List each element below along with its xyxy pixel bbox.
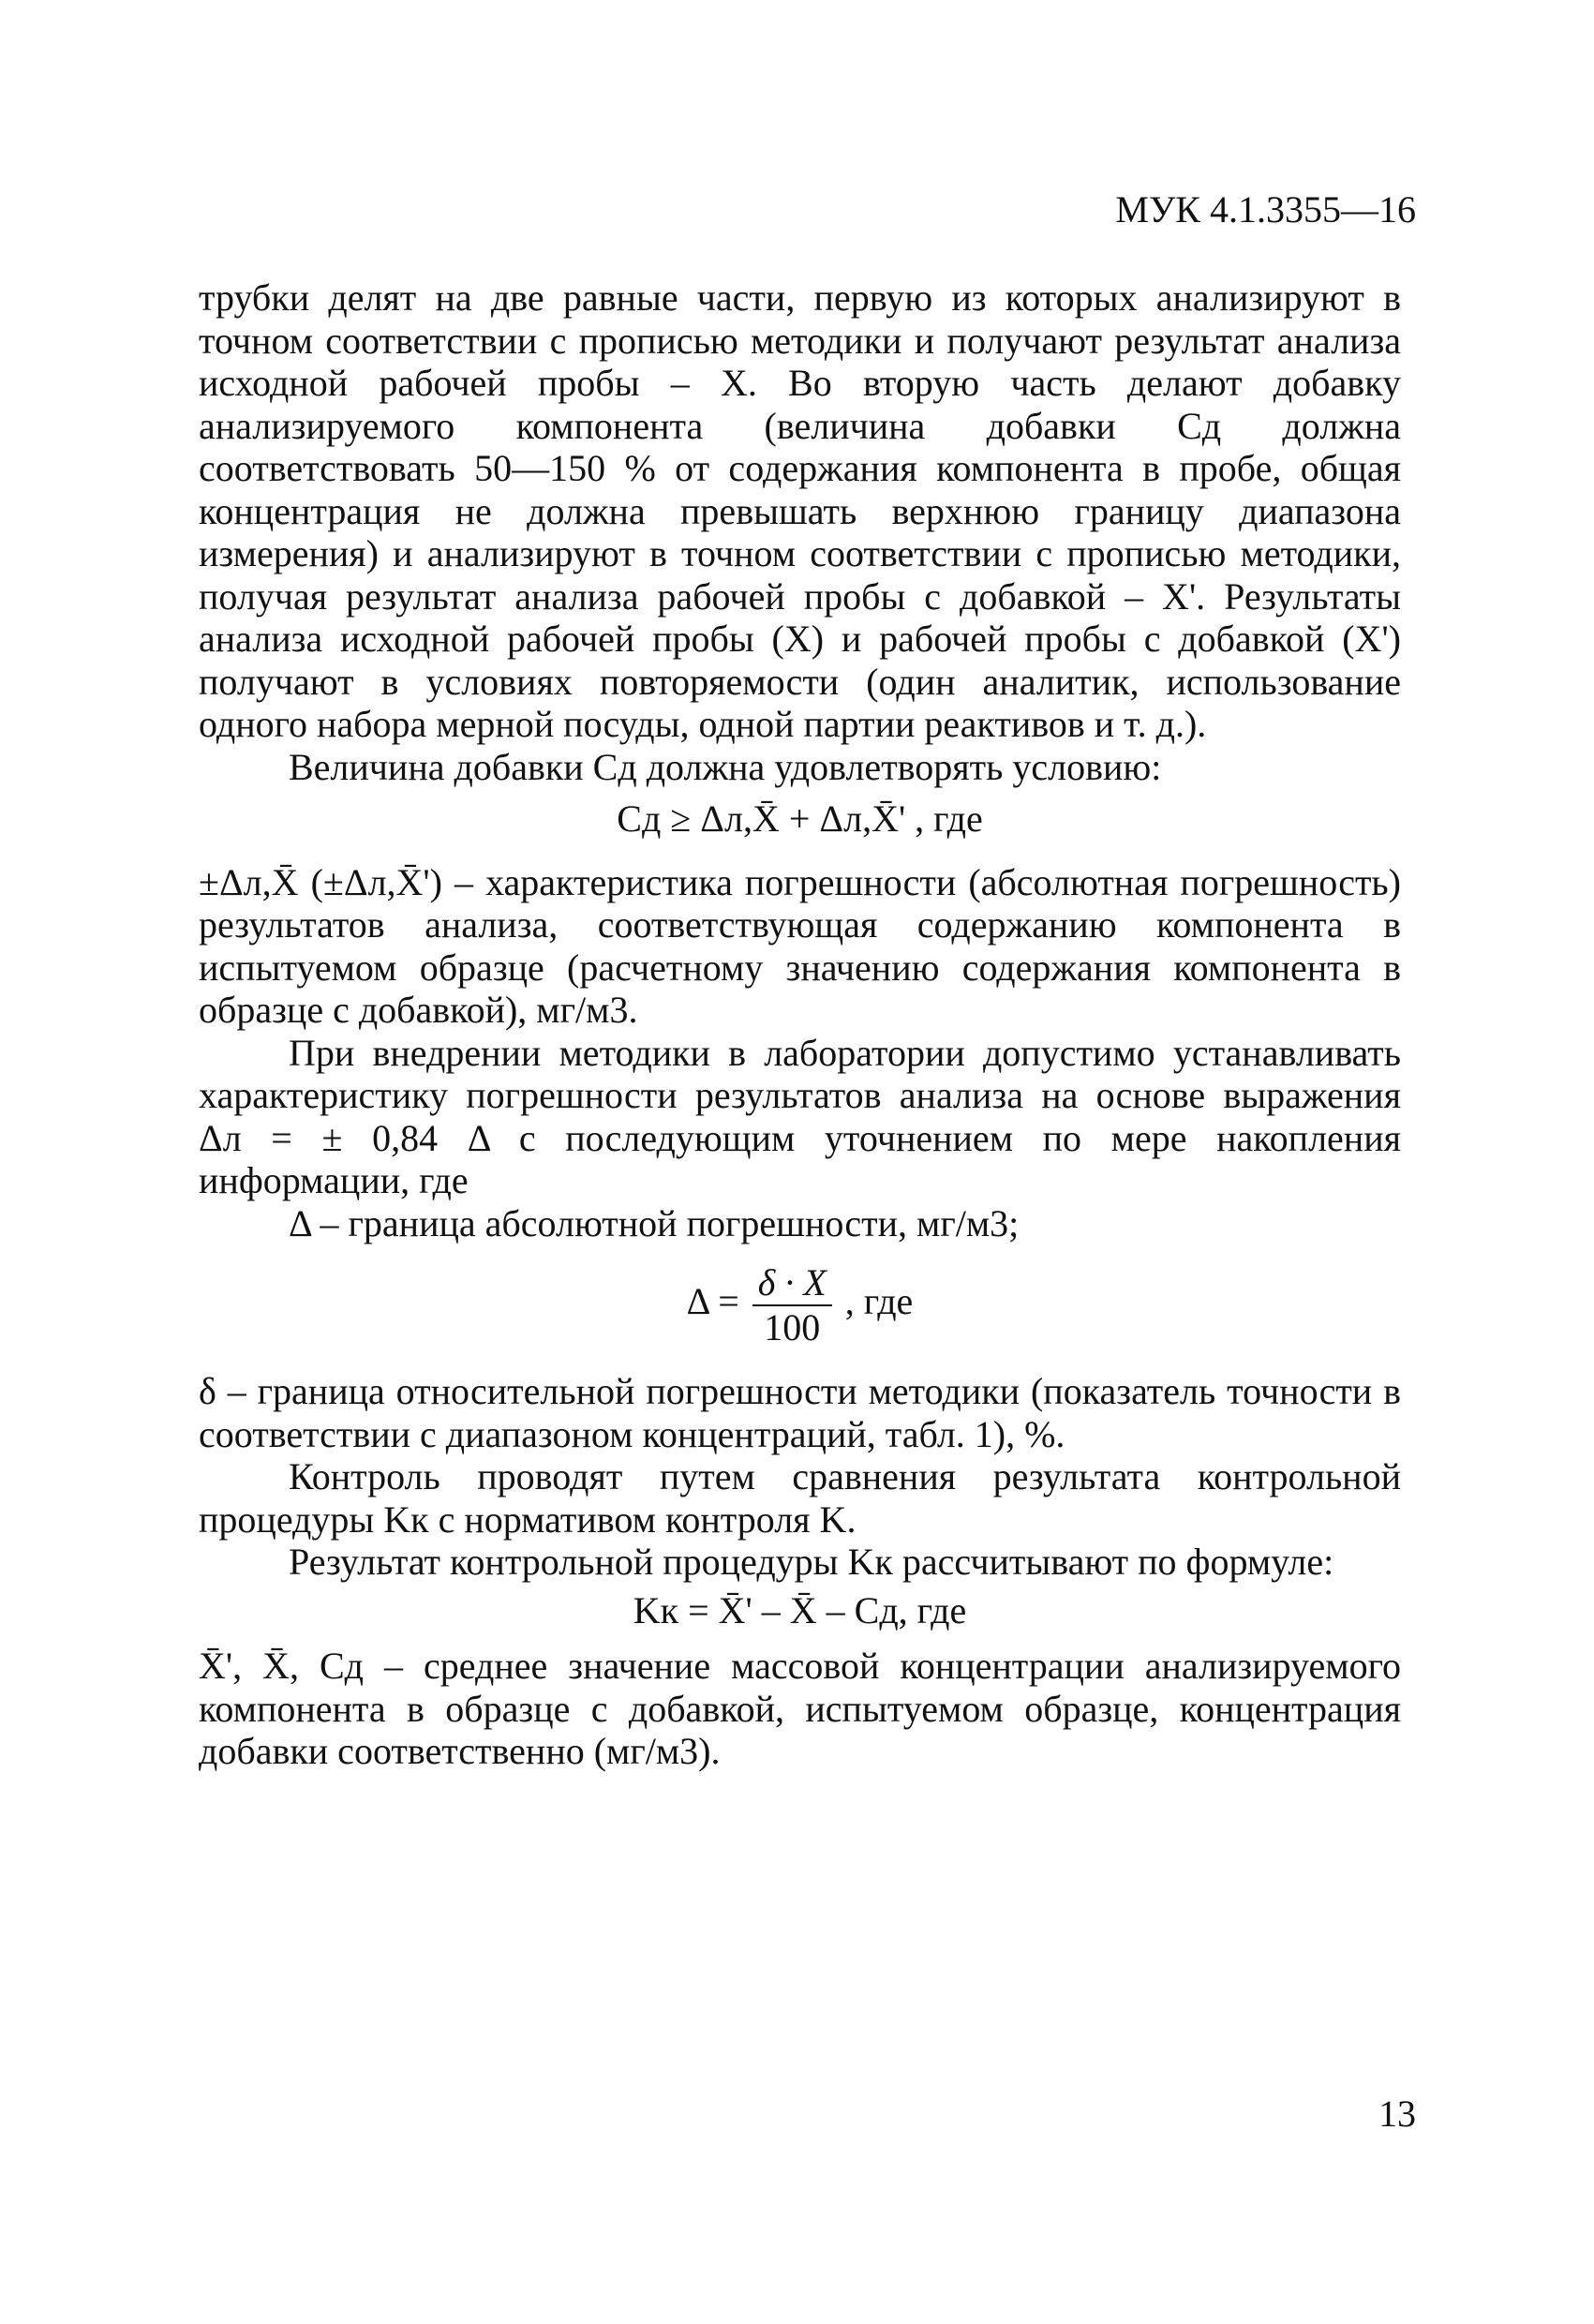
formula-absolute-error: [199, 1261, 1401, 1349]
paragraph-mean-values: X̄', X̄, Cд – среднее значение массовой концентрации анализируемого компонента в образце с добавкой, испытуемом образце, концентрация добавки соответственно (мг/м3).: [199, 1645, 1401, 1772]
fraction-denominator: 100: [764, 1306, 821, 1348]
body-text: [199, 276, 1401, 1773]
formula-rhs: , где: [844, 1280, 914, 1323]
page-number: 13: [1378, 2093, 1416, 2135]
paragraph-control-comparison: Контроль проводят путем сравнения результата контрольной процедуры Kк с нормативом контроля K.: [199, 1455, 1401, 1541]
fraction-numerator: δ · X: [752, 1261, 832, 1306]
paragraph-error-characteristic: ±Δл,X̄ (±Δл,X̄') – характеристика погрешности (абсолютная погрешность) результатов анализа, соответствующая содержанию компонента в испытуемом образце (расчетному значению содержания компонента в образце с добавкой), мг/м3.: [199, 860, 1401, 1031]
paragraph-sample-preparation: трубки делят на две равные части, первую из которых анализируют в точном соответствии с прописью методики и получают результат анализа исходной рабочей пробы – X. Во вторую часть делают добавку анализируемого компонента (величина добавки Cд должна соответствовать 50—150 % от содержания компонента в пробе, общая концентрация не должна превышать верхнюю границу диапазона измерения) и анализируют в точном соответствии с прописью методики, получая результат анализа рабочей пробы с добавкой – X'. Результаты анализа исходной рабочей пробы (X) и рабочей пробы с добавкой (X') получают в условиях повторяемости (один аналитик, использование одного набора мерной посуды, одной партии реактивов и т. д.).: [199, 276, 1401, 745]
paragraph-addition-condition: Величина добавки Cд должна удовлетворять условию:: [289, 745, 1162, 788]
formula-addition-condition: Cд ≥ Δл,X̄ + Δл,X̄' , где: [617, 797, 983, 840]
document-code-header: МУК 4.1.3355—16: [1115, 188, 1416, 231]
paragraph-control-formula-intro: Результат контрольной процедуры Kк рассчитывают по формуле:: [289, 1541, 1334, 1583]
fraction: [752, 1261, 832, 1349]
paragraph-relative-error: δ – граница относительной погрешности методики (показатель точности в соответствии с диапазоном концентраций, табл. 1), %.: [199, 1370, 1401, 1455]
paragraph-method-implementation: При внедрении методики в лаборатории допустимо устанавливать характеристику погрешности результатов анализа на основе выражения Δл = ± 0,84 Δ с последующим уточнением по мере накопления информации, где: [199, 1031, 1401, 1201]
formula-lhs: Δ =: [686, 1280, 739, 1323]
formula-control-result: Kк = X̄' – X̄ – Cд, где: [633, 1588, 967, 1631]
paragraph-absolute-error: Δ – граница абсолютной погрешности, мг/м3;: [289, 1201, 1020, 1244]
